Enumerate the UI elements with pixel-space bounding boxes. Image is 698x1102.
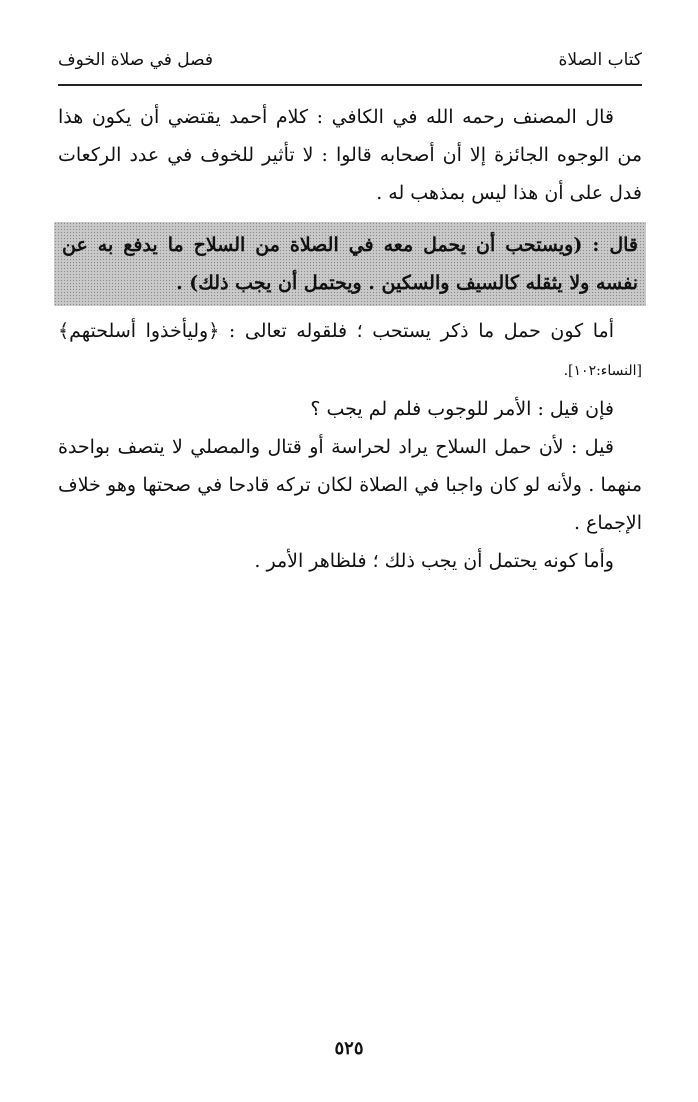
page-header xyxy=(58,44,642,86)
highlighted-matn: قال : (ويستحب أن يحمل معه في الصلاة من السلاح ما يدفع به عن نفسه ولا يثقله كالسيف والسكين . ويحتمل أن يجب ذلك) . xyxy=(54,222,646,306)
paragraph-evidence xyxy=(58,312,642,390)
paragraph-answer: قيل : لأن حمل السلاح يراد لحراسة أو قتال والمصلي لا يتصف بواحدة منهما . ولأنه لو كان واجبا في الصلاة لكان تركه قادحا في صحتها وهو خلاف الإجماع . xyxy=(58,436,642,534)
page-body xyxy=(58,98,642,580)
paragraph-possibility: وأما كونه يحتمل أن يجب ذلك ؛ فلظاهر الأمر . xyxy=(254,550,614,572)
page-number: ٥٢٥ xyxy=(334,1038,364,1059)
paragraph-objection: فإن قيل : الأمر للوجوب فلم لم يجب ؟ xyxy=(310,398,614,420)
paragraph-kafi-quote: قال المصنف رحمه الله في الكافي : كلام أحمد يقتضي أن يكون هذا من الوجوه الجائزة إلا أن أصحابه قالوا : لا تأثير للخوف في عدد الركعات فدل على أن هذا ليس بمذهب له . xyxy=(58,106,642,204)
quran-reference: [النساء:١٠٢]. xyxy=(563,363,642,379)
evidence-text: أما كون حمل ما ذكر يستحب ؛ فلقوله تعالى : ﴿وليأخذوا أسلحتهم﴾ xyxy=(58,320,614,342)
book-title: كتاب الصلاة xyxy=(558,50,642,70)
section-title: فصل في صلاة الخوف xyxy=(58,50,214,70)
